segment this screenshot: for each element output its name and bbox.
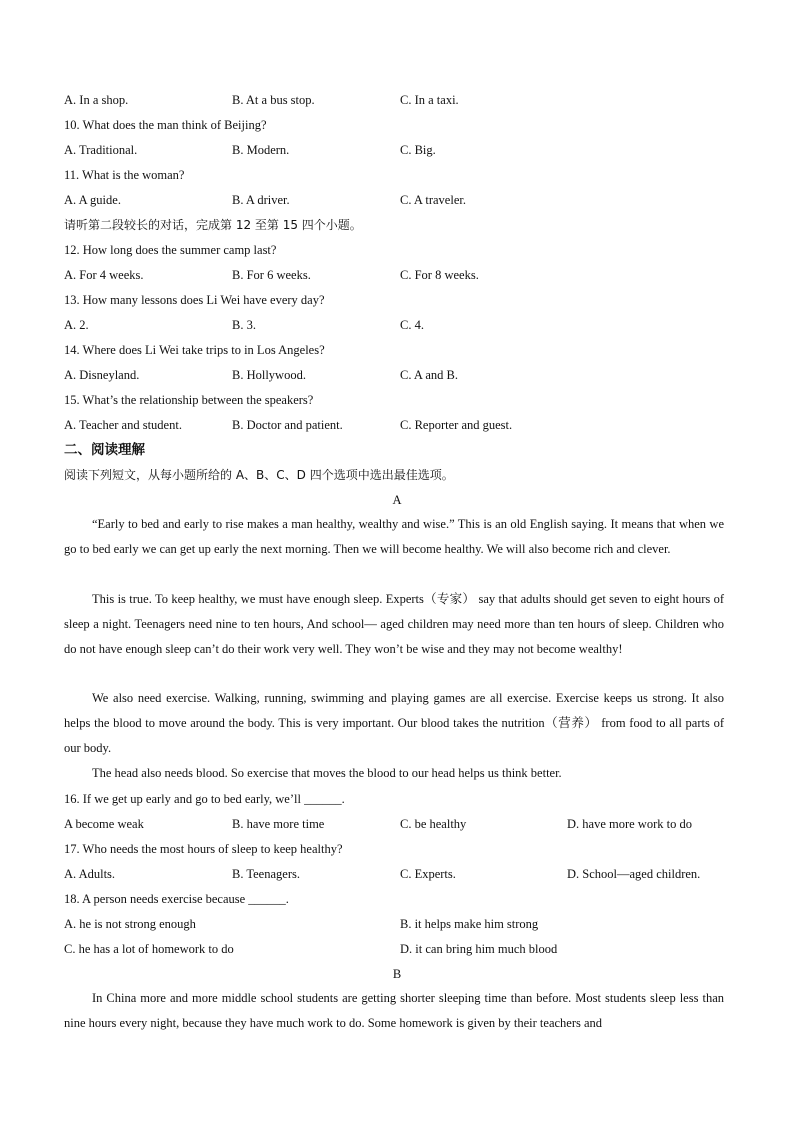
passage-a-paragraph-2 — [64, 587, 724, 662]
passage-a-paragraph-1-text: “Early to bed and early to rise makes a man healthy, wealthy and wise.” This is an old English saying. It means that when we go to bed early we can get up early the next morning. Then we will become healthy. We will also become rich and clever. — [64, 517, 724, 556]
q9-option-b: B. At a bus stop. — [232, 93, 315, 107]
q11-question: 11. What is the woman? — [64, 168, 185, 182]
q12-option-c: C. For 8 weeks. — [400, 268, 479, 282]
q10-option-a: A. Traditional. — [64, 143, 138, 157]
q15-option-b: B. Doctor and patient. — [232, 418, 343, 432]
passage-a-paragraph-1 — [64, 512, 724, 562]
q11-option-b: B. A driver. — [232, 193, 290, 207]
q10-option-c: C. Big. — [400, 143, 436, 157]
q15-option-c: C. Reporter and guest. — [400, 418, 513, 432]
q17-option-a: A. Adults. — [64, 867, 116, 881]
q15-option-a: A. Teacher and student. — [64, 418, 182, 432]
passage-a-paragraph-3-text: We also need exercise. Walking, running, swimming and playing games are all exercise. Exercise keeps us strong. It also helps the blood to move around the body. This is very important. Our blood takes the nutrition（营养） from food to all parts of our body. — [64, 691, 724, 755]
q12-option-b: B. For 6 weeks. — [232, 268, 311, 282]
passage-b-paragraph-1-text: In China more and more middle school students are getting shorter sleeping time than before. Most students sleep less than nine hours every night, because they have much work to do. Some homework is given by their teachers and — [64, 991, 724, 1030]
listening-instruction: 请听第二段较长的对话，完成第 12 至第 15 四个小题。 — [64, 218, 362, 232]
q13-option-c: C. 4. — [400, 318, 424, 332]
passage-a-label: A — [392, 493, 402, 507]
q12-option-a: A. For 4 weeks. — [64, 268, 144, 282]
q18-option-b: B. it helps make him strong — [400, 917, 539, 931]
q18-option-a: A. he is not strong enough — [64, 917, 196, 931]
q17-question: 17. Who needs the most hours of sleep to keep healthy? — [64, 842, 343, 856]
passage-b-label: B — [392, 967, 402, 981]
q11-option-c: C. A traveler. — [400, 193, 466, 207]
q11-option-a: A. A guide. — [64, 193, 121, 207]
q10-question: 10. What does the man think of Beijing? — [64, 118, 267, 132]
reading-instruction: 阅读下列短文，从每小题所给的 A、B、C、D 四个选项中选出最佳选项。 — [64, 468, 454, 482]
q9-option-c: C. In a taxi. — [400, 93, 459, 107]
q13-option-b: B. 3. — [232, 318, 256, 332]
passage-b-paragraph-1 — [64, 986, 724, 1036]
q15-question: 15. What’s the relationship between the speakers? — [64, 393, 314, 407]
q14-option-a: A. Disneyland. — [64, 368, 140, 382]
q17-option-b: B. Teenagers. — [232, 867, 300, 881]
q13-option-a: A. 2. — [64, 318, 89, 332]
q10-option-b: B. Modern. — [232, 143, 290, 157]
q18-option-d: D. it can bring him much blood — [400, 942, 558, 956]
q16-option-c: C. be healthy — [400, 817, 467, 831]
q17-option-c: C. Experts. — [400, 867, 456, 881]
q16-option-d: D. have more work to do — [567, 817, 692, 831]
passage-a-paragraph-4-text: The head also needs blood. So exercise that moves the blood to our head helps us think better. — [92, 766, 562, 780]
passage-a-paragraph-4 — [64, 761, 724, 786]
q16-option-a: A become weak — [64, 817, 144, 831]
q14-option-b: B. Hollywood. — [232, 368, 306, 382]
passage-a-paragraph-2-text: This is true. To keep healthy, we must have enough sleep. Experts（专家） say that adults should get seven to eight hours of sleep a night. Teenagers need nine to ten hours, And school— aged children may need more than ten hours of sleep. Children who do not have enough sleep can’t do their work very well. They won’t be wise and they may not become wealthy! — [64, 592, 724, 656]
passage-a-paragraph-3 — [64, 686, 724, 761]
section-title: 二、阅读理解 — [64, 442, 145, 458]
q9-option-a: A. In a shop. — [64, 93, 129, 107]
q18-question: 18. A person needs exercise because ______. — [64, 892, 289, 906]
q16-option-b: B. have more time — [232, 817, 325, 831]
q17-option-d: D. School—aged children. — [567, 867, 701, 881]
q12-question: 12. How long does the summer camp last? — [64, 243, 277, 257]
q14-question: 14. Where does Li Wei take trips to in Los Angeles? — [64, 343, 325, 357]
q13-question: 13. How many lessons does Li Wei have every day? — [64, 293, 325, 307]
q16-question: 16. If we get up early and go to bed early, we’ll ______. — [64, 792, 345, 806]
q18-option-c: C. he has a lot of homework to do — [64, 942, 234, 956]
q14-option-c: C. A and B. — [400, 368, 458, 382]
